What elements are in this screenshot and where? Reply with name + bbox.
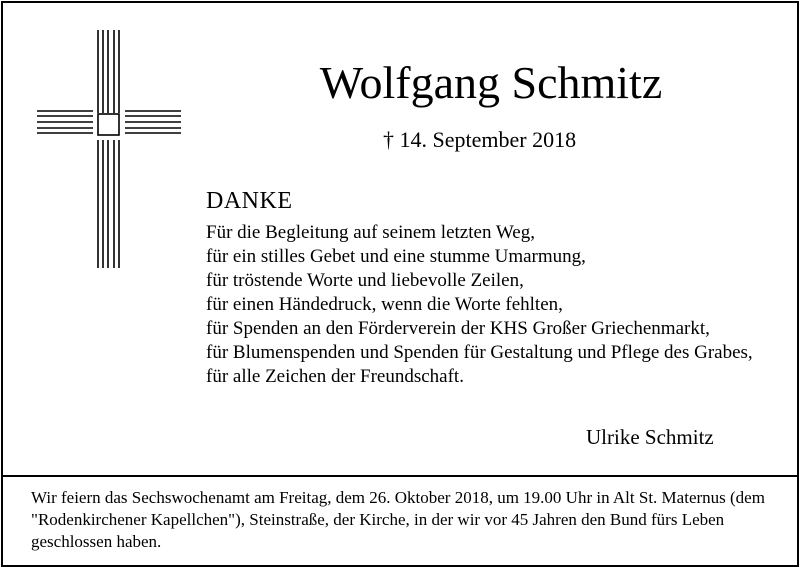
thanks-line: für ein stilles Gebet und eine stumme Umarmung, <box>206 246 586 267</box>
signature: Ulrike Schmitz <box>586 425 714 449</box>
death-date: † 14. September 2018 <box>383 127 577 152</box>
thanks-line: für alle Zeichen der Freundschaft. <box>206 366 464 387</box>
service-notice: Wir feiern das Sechswochenamt am Freitag, dem 26. Oktober 2018, um 19.00 Uhr in Alt St. Maternus (dem "Rodenkirchener Kapellchen"), Steinstraße, der Kirche, in der wir vor 45 Jahren den Bund fürs Leben geschlossen haben. <box>31 488 765 551</box>
thanks-line: Für die Begleitung auf seinem letzten Weg, <box>206 222 535 243</box>
deceased-name: Wolfgang Schmitz <box>319 57 663 108</box>
thanks-heading: DANKE <box>206 188 293 214</box>
thanks-line: für einen Händedruck, wenn die Worte fehlten, <box>206 294 563 315</box>
thanks-line: für Blumenspenden und Spenden für Gestaltung und Pflege des Grabes, <box>206 342 753 363</box>
section-divider <box>3 475 797 477</box>
thanks-line: für Spenden an den Förderverein der KHS Großer Griechenmarkt, <box>206 318 710 339</box>
thanks-list <box>206 221 753 389</box>
thanks-line: für tröstende Worte und liebevolle Zeilen, <box>206 270 524 291</box>
